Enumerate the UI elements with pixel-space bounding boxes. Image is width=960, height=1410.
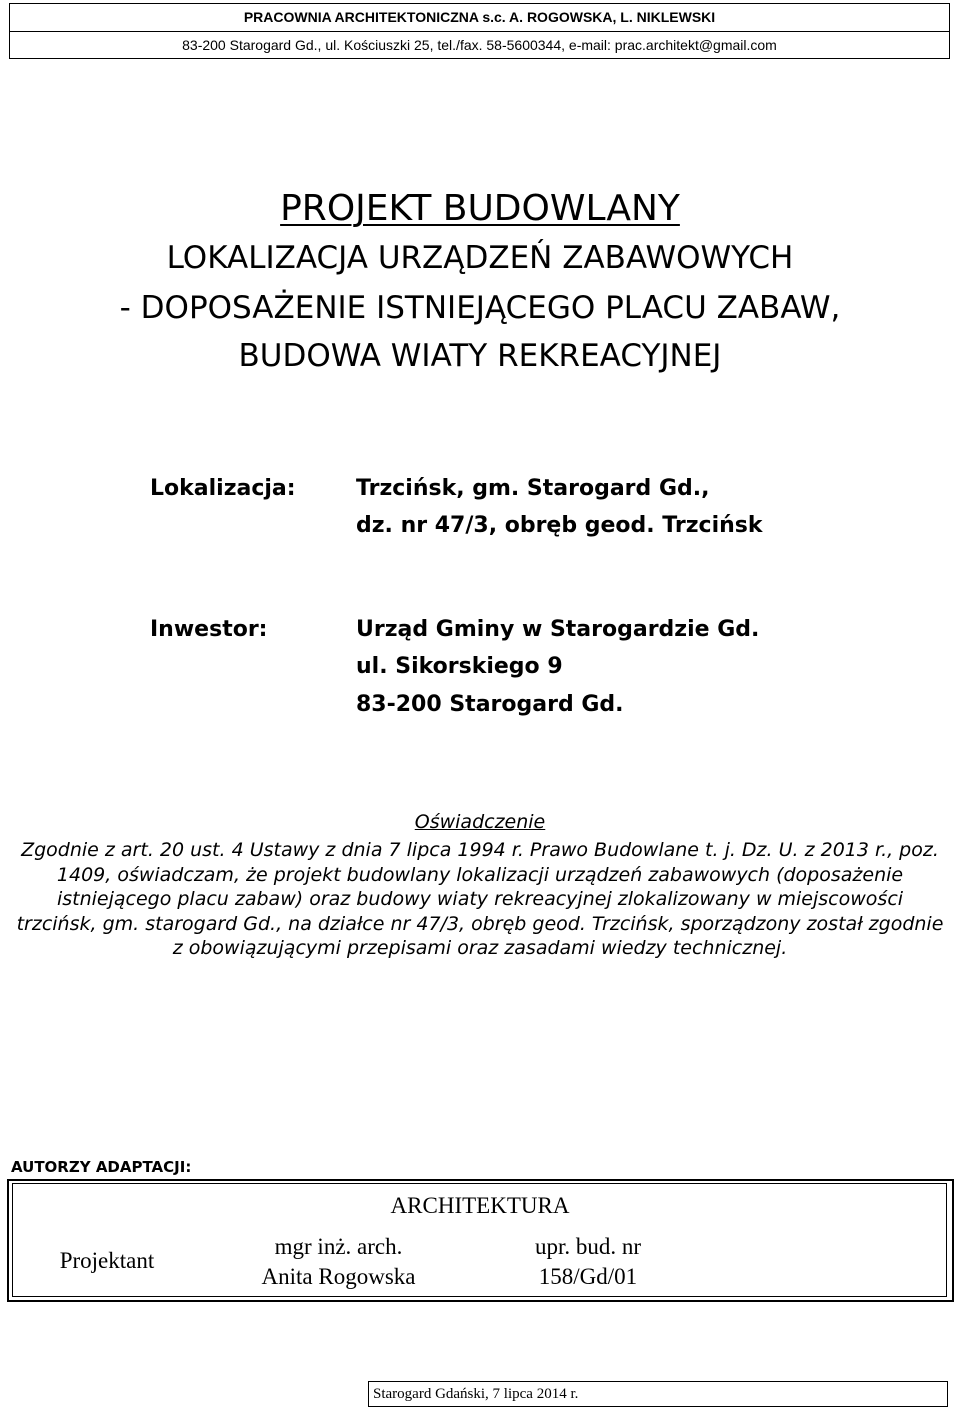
statement-text: Zgodnie z art. 20 ust. 4 Ustawy z dnia 7 lipca 1994 r. Prawo Budowlane t. j. Dz. U. z 2013 r., poz. 1409, oświadczam, że projekt budowlany lokalizacji urządzeń zabawowych (doposażenie istniejącego placu zabaw) oraz budowy wiaty rekreacyjnej zlokalizowany w miejscowości trzcińsk, gm. starogard Gd., na działce nr 47/3, obręb geod. Trzcińsk, sporządzony został zgodnie z obowiązującymi przepisami oraz zasadami wiedzy technicznej. <box>16 839 944 959</box>
investor-line-1: Urząd Gminy w Starogardzie Gd. <box>356 617 760 642</box>
authors-label: AUTORZY ADAPTACJI: <box>11 1158 192 1176</box>
location-line-2: dz. nr 47/3, obręb geod. Trzcińsk <box>356 513 763 538</box>
authors-section-title: ARCHITEKTURA <box>390 1193 570 1218</box>
document-subtitle-line-2: - DOPOSAŻENIE ISTNIEJĄCEGO PLACU ZABAW, <box>119 290 841 326</box>
statement-heading: Oświadczenie <box>414 811 546 833</box>
company-header <box>9 3 950 59</box>
investor-line-3: 83-200 Starogard Gd. <box>356 692 624 717</box>
document-subtitle-line-3: BUDOWA WIATY REKREACYJNEJ <box>238 338 722 374</box>
author-name-line-1: mgr inż. arch. <box>274 1234 403 1259</box>
place-and-date: Starogard Gdański, 7 lipca 2014 r. <box>373 1386 579 1402</box>
company-address: 83-200 Starogard Gd., ul. Kościuszki 25, tel./fax. 58-5600344, e-mail: prac.architekt@gmail.com <box>182 37 777 53</box>
document-title: PROJEKT BUDOWLANY <box>280 188 680 229</box>
company-name: PRACOWNIA ARCHITEKTONICZNA s.c. A. ROGOWSKA, L. NIKLEWSKI <box>10 4 949 32</box>
author-name-line-2: Anita Rogowska <box>261 1264 416 1289</box>
location-label: Lokalizacja: <box>150 476 296 501</box>
investor-line-2: ul. Sikorskiego 9 <box>356 654 563 679</box>
footer-box <box>368 1381 948 1407</box>
location-line-1: Trzcińsk, gm. Starogard Gd., <box>356 476 710 501</box>
author-license-line-2: 158/Gd/01 <box>538 1264 638 1289</box>
authors-role: Projektant <box>59 1248 155 1273</box>
document-subtitle-line-1: LOKALIZACJA URZĄDZEŃ ZABAWOWYCH <box>166 240 794 276</box>
author-license-line-1: upr. bud. nr <box>534 1234 642 1259</box>
investor-label: Inwestor: <box>150 617 268 642</box>
